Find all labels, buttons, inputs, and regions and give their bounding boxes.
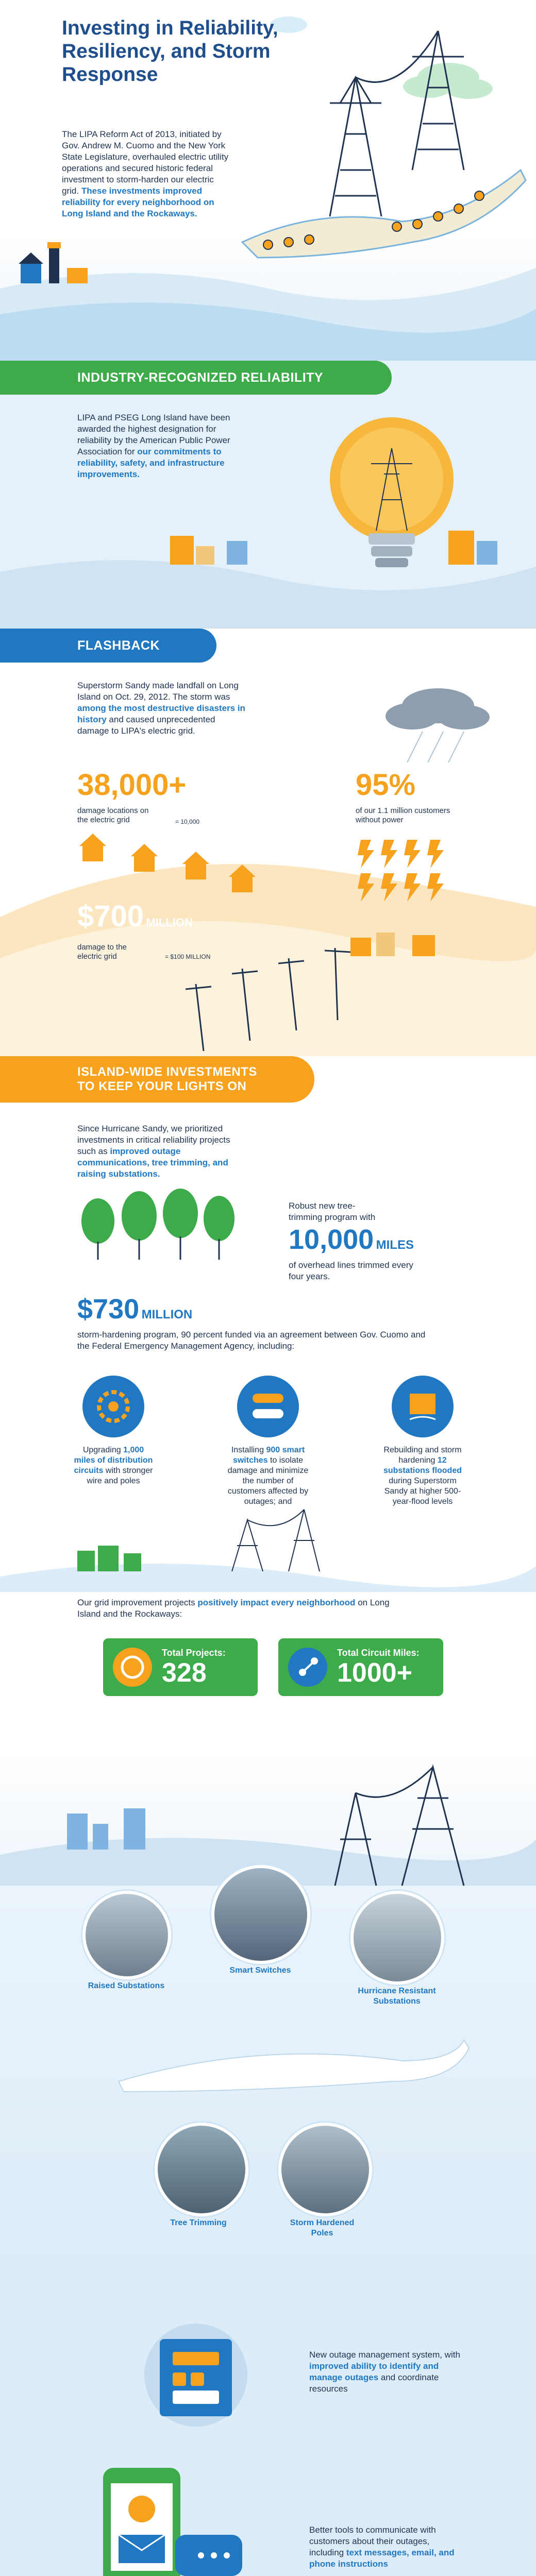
- flashback-text-plain: Superstorm Sandy made landfall on Long Island on Oct. 29, 2012. The storm was: [77, 681, 239, 702]
- photos-section: [0, 1752, 536, 2293]
- outage-label: of our 1.1 million customers without power: [356, 806, 450, 824]
- projects-label: Total Projects:: [162, 1647, 226, 1658]
- tree-amount: 10,000: [289, 1224, 374, 1255]
- header-intro-bold: These investments improved reliability for every neighborhood on Long Island and the Rockaways.: [62, 186, 214, 218]
- grid-text-bold: positively impact every neighborhood: [197, 1598, 356, 1607]
- cost-label: damage to the electric grid: [77, 943, 127, 961]
- page-title: Investing in Reliability, Resiliency, and Storm Response: [62, 17, 278, 86]
- harden-item-substations-post: during Superstorm Sandy at higher 500-year-flood levels: [384, 1477, 461, 1506]
- harden-item-substations-pre: Rebuilding and storm hardening: [383, 1446, 462, 1465]
- harden-item-switches-pre: Installing: [231, 1446, 264, 1454]
- harden-item-circuits-post: with stronger wire and poles: [87, 1466, 153, 1485]
- damage-count: 38,000+: [77, 768, 187, 802]
- outage-section: [0, 2293, 536, 2576]
- harden-item-substations: [381, 1445, 464, 1507]
- header-intro-text: The LIPA Reform Act of 2013, initiated by Gov. Andrew M. Cuomo and the New York State Legislature, overhauled electric utility operations and secured historic federal investment to storm-harden our electric grid.: [62, 129, 229, 196]
- reliability-text-bold: our commitments to reliability, safety, and infrastructure improvements.: [77, 447, 225, 479]
- photo-label-hurricane: Hurricane Resistant Substations: [358, 1987, 436, 2006]
- reliability-heading: [0, 361, 392, 395]
- miles-stat: [278, 1638, 443, 1696]
- harden-item-switches: [227, 1445, 309, 1507]
- cost-legend: = $100 MILLION: [165, 953, 211, 960]
- harden-item-switches-post: to isolate damage and minimize the number of customers affected by outages; and: [227, 1456, 309, 1506]
- investments-heading-text: ISLAND-WIDE INVESTMENTS TO KEEP YOUR LIGHTS ON: [77, 1065, 257, 1093]
- grid-text: [77, 1597, 397, 1620]
- system-text-end: and coordinate resources: [309, 2372, 439, 2394]
- damage-label: damage locations on the electric grid: [77, 806, 149, 824]
- cost-unit: MILLION: [146, 916, 193, 929]
- header-intro: [62, 129, 232, 219]
- photo-hardened-poles: [278, 2123, 372, 2216]
- projects-icon: [109, 1644, 156, 1690]
- system-text-plain: New outage management system, with: [309, 2350, 460, 2360]
- photo-label-poles: Storm Hardened Poles: [290, 2218, 355, 2238]
- harden-item-circuits-pre: Upgrading: [82, 1446, 121, 1454]
- photo-label-trees: Tree Trimming: [170, 2218, 227, 2227]
- photo-raised-substations: [82, 1891, 171, 1979]
- projects-value: 328: [162, 1657, 207, 1688]
- harden-amount-wrap: [77, 1293, 192, 1325]
- investments-intro-bold: improved outage communications, tree trimming, and raising substations.: [77, 1146, 228, 1179]
- photo-hurricane-substations: [350, 1891, 444, 1985]
- photos-scene: [0, 1752, 536, 2293]
- system-text-bold: improved ability to identify and manage outages: [309, 2361, 439, 2382]
- reliability-heading-text: INDUSTRY-RECOGNIZED RELIABILITY: [77, 370, 324, 385]
- flashback-text-bold: among the most destructive disasters in history: [77, 703, 245, 724]
- grid-stats-section: [0, 1597, 536, 1752]
- flashback-text-end: and caused unprecedented damage to LIPA's electric grid.: [77, 715, 215, 736]
- cost-amount: $700: [77, 900, 144, 933]
- harden-item-circuits: [72, 1445, 155, 1486]
- tree-amount-wrap: [289, 1224, 414, 1256]
- reliability-section: [0, 361, 536, 629]
- miles-value: 1000+: [337, 1657, 413, 1688]
- photo-tree-trimming: [155, 2123, 248, 2216]
- flashback-text: [77, 680, 247, 737]
- harden-unit: MILLION: [141, 1308, 193, 1321]
- comm-text: [309, 2524, 464, 2570]
- comm-text-bold: text messages, email, and phone instructions: [309, 2548, 455, 2569]
- outage-percent: 95%: [356, 768, 416, 802]
- miles-label: Total Circuit Miles:: [337, 1647, 420, 1658]
- photo-label-switches: Smart Switches: [229, 1966, 291, 1975]
- investments-intro-text: Since Hurricane Sandy, we prioritized investments in critical reliability projects such as: [77, 1124, 230, 1156]
- reliability-text: [77, 412, 247, 480]
- tree-text-end: of overhead lines trimmed every four years.: [289, 1260, 413, 1281]
- photo-smart-switches: [211, 1865, 310, 1964]
- projects-stat: [103, 1638, 258, 1696]
- tree-text: Robust new tree-trimming program with: [289, 1201, 376, 1222]
- photo-label-raised: Raised Substations: [88, 1981, 165, 1990]
- reliability-text-plain: LIPA and PSEG Long Island have been awarded the highest designation for reliability by the American Public Power Association for: [77, 413, 230, 456]
- harden-item-substations-bold: 12 substations flooded: [383, 1456, 462, 1475]
- harden-text: storm-hardening program, 90 percent funded via an agreement between Gov. Cuomo and the Federal Emergency Management Agency, including:: [77, 1330, 426, 1351]
- system-text: [309, 2349, 464, 2395]
- circuit-icon: [284, 1644, 331, 1690]
- trees-scene: [0, 1056, 536, 1649]
- investments-section: [0, 1056, 536, 1649]
- cost-amount-wrap: [77, 899, 193, 934]
- harden-amount: $730: [77, 1294, 140, 1325]
- flashback-section: [0, 629, 536, 1061]
- header-section: [0, 0, 536, 392]
- flashback-heading-text: FLASHBACK: [77, 638, 160, 653]
- grid-text-plain: Our grid improvement projects: [77, 1598, 195, 1607]
- damage-legend: = 10,000: [175, 818, 200, 825]
- comm-text-plain: Better tools to communicate with customers about their outages, including: [309, 2525, 436, 2557]
- harden-item-switches-bold: 900 smart switches: [232, 1446, 305, 1465]
- grid-text-end: on Long Island and the Rockaways:: [77, 1598, 390, 1619]
- harden-item-circuits-bold: 1,000 miles of distribution circuits: [74, 1446, 153, 1475]
- tree-unit: MILES: [376, 1238, 414, 1252]
